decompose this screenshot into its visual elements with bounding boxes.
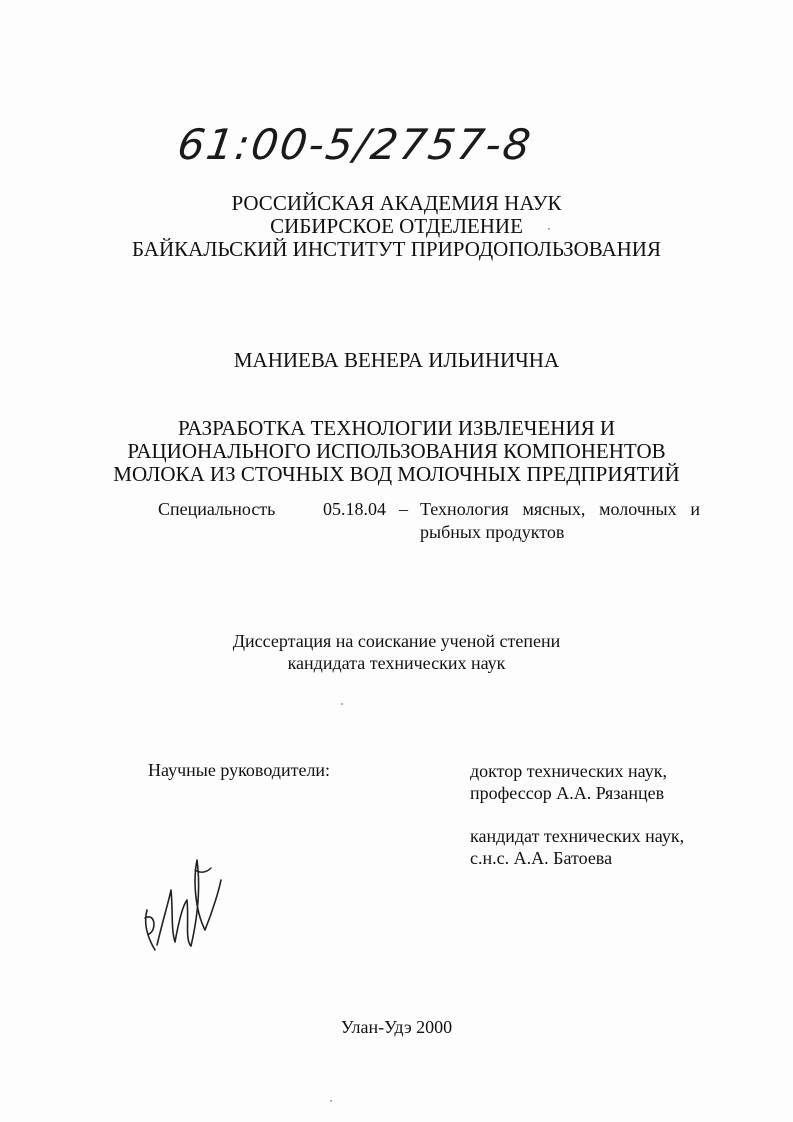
scan-speck: [548, 228, 550, 230]
dissertation-title: [0, 417, 793, 486]
institution-line: БАЙКАЛЬСКИЙ ИНСТИТУТ ПРИРОДОПОЛЬЗОВАНИЯ: [132, 237, 661, 261]
scan-speck: [341, 703, 343, 705]
city-year: Улан-Удэ 2000: [340, 1017, 453, 1037]
specialty-name-continued: рыбных продуктов: [420, 522, 565, 542]
institution-header: [0, 192, 793, 261]
institution-line: РОССИЙСКАЯ АКАДЕМИЯ НАУК: [231, 191, 562, 215]
title-line: РАЗРАБОТКА ТЕХНОЛОГИИ ИЗВЛЕЧЕНИЯ И: [177, 416, 616, 440]
specialty-code: 05.18.04: [323, 499, 386, 519]
degree-statement: [0, 630, 793, 674]
advisor-name: с.н.с. А.А. Батоева: [470, 848, 613, 868]
title-line: РАЦИОНАЛЬНОГО ИСПОЛЬЗОВАНИЯ КОМПОНЕНТОВ: [127, 439, 666, 463]
handwritten-signature: [135, 850, 235, 960]
advisor-name: профессор А.А. Рязанцев: [470, 783, 665, 803]
advisor-entry: [470, 825, 684, 869]
specialty-dash: –: [399, 499, 408, 519]
advisors-label: Научные руководители:: [148, 760, 331, 780]
title-line: МОЛОКА ИЗ СТОЧНЫХ ВОД МОЛОЧНЫХ ПРЕДПРИЯТИЙ: [113, 462, 680, 486]
specialty-label: Специальность: [158, 499, 276, 519]
handwritten-archive-number: 61:00-5/2757-8: [174, 120, 536, 169]
author-name: МАНИЕВА ВЕНЕРА ИЛЬИНИЧНА: [233, 348, 560, 372]
advisor-degree: кандидат технических наук,: [470, 826, 685, 846]
institution-line: СИБИРСКОЕ ОТДЕЛЕНИЕ: [270, 214, 523, 238]
degree-line: Диссертация на соискание ученой степени: [232, 631, 561, 651]
scan-speck: [330, 1100, 332, 1102]
advisor-entry: [470, 760, 667, 804]
degree-line: кандидата технических наук: [287, 653, 506, 673]
specialty-name: Технология мясных, молочных и: [420, 499, 700, 519]
advisor-degree: доктор технических наук,: [470, 761, 667, 781]
